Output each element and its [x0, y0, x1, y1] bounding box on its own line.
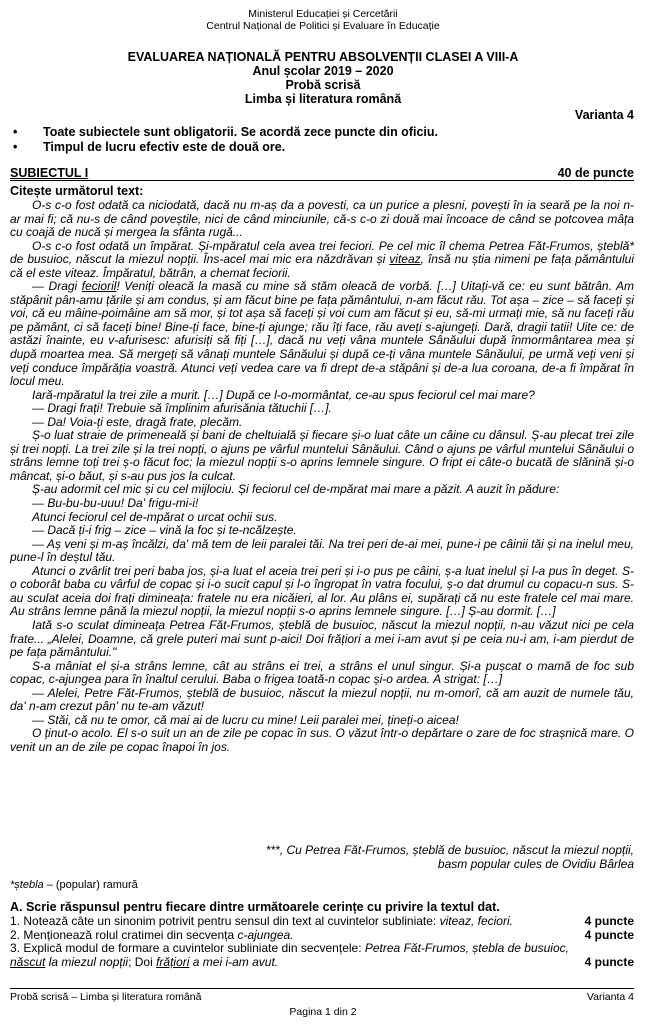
text-run: la miezul nopții — [45, 954, 129, 969]
questions-list — [10, 915, 634, 969]
text-run: , însă nu știa nimeni pe fața pământului că el este viteaz. Împăratul, bătrân, a chemat feciorii. — [10, 252, 634, 280]
ministry-name: Ministerul Educației și Cercetării — [248, 8, 398, 20]
title-line-4: Limba și literatura română — [244, 92, 402, 106]
paragraph: O-s c-o fost odată ca niciodată, dacă nu m-aș da a povesti, ca un purice a plesni, povești în ia seară pe la noi n-ar mai fi; că nu-s de când poveștile, nici de când minciunile, că-s c-o zi două mai încoace de când se potcovea mâța cu coajă de nucă și mergea la sfânta rugă... — [10, 198, 634, 240]
question-number: 2. — [10, 927, 21, 942]
text-run: șteblă* de busuioc, născut la miezul nopții. Îns-acel mai mic era năzdrăvan și — [10, 238, 634, 267]
text-run: Menționează rolul cratimei din secvența — [23, 927, 238, 942]
exam-title — [0, 50, 646, 106]
bullet-icon: • — [13, 140, 18, 154]
paragraph: Ș-o luat straie de primeneală și bani de cheltuială și fiecare și-o luat câte un câine cu dânsul. Ș-au plecat trei zile și trei nopți. La trei zile și la trei nopți, o ajuns pe vârful muntelui Sânăului. Când o ajuns pe vârful muntelui Sânăului o strâns lemne toți trei ș-o făcut foc; la miezul nopții s-o aprins lemnele singure. O fript ei câte-o bucată de slănină și-o mâncat, și-o băut, și s-au pus jos la culcat. — [10, 428, 634, 483]
question-number: 1. — [10, 914, 21, 928]
instruction-text: Toate subiectele sunt obligatorii. Se acordă zece puncte din oficiu. — [43, 125, 438, 139]
citation-line-2: basm popular cules de Ovidiu Bârlea — [437, 857, 634, 871]
footer — [10, 991, 634, 1003]
paragraph: Ș-au adormit cel mic și cu cel mijlociu. Și feciorul cel de-mpărat mai mare a păzit. A auzit în pădure: — [32, 482, 560, 497]
subject-points: 40 de puncte — [557, 166, 634, 180]
question-item-continued — [10, 956, 634, 970]
question-text — [10, 956, 278, 970]
instruction-text: Timpul de lucru efectiv este de două ore. — [43, 140, 286, 154]
paragraph: Atunci feciorul cel de-mpărat o urcat ochii sus. — [32, 509, 278, 524]
text-run: Notează câte un sinonim potrivit pentru sensul din text al cuvintelor subliniate: — [23, 914, 440, 928]
question-item — [10, 942, 634, 956]
read-instruction: Citește următorul text: — [10, 184, 144, 198]
footer-divider — [10, 988, 634, 989]
subject-heading — [10, 166, 634, 181]
text-run: Petrea Făt-Frumos, ștebla de busuioc, — [364, 941, 569, 956]
paragraph: — Alelei, Petre Făt-Frumos, șteblă de busuioc, născut la miezul nopții, nu m-omorî, că am auzit de numele tău, da' n-am crezut pân' nu te-am văzut! — [10, 685, 634, 714]
source-citation — [10, 843, 634, 871]
text-run: c-ajungea. — [237, 927, 294, 942]
paragraph: — Bu-bu-bu-uuu! Da' frigu-mi-i! — [32, 496, 199, 511]
paragraph: Iată s-o sculat dimineața Petrea Făt-Frumos, șteblă de busuioc, născut la miezul nopții, n-au văzut nici pe cela frate... „Alelei, Doamne, că grele puteri mai sunt p-aici! Doi frățiori a mei i-am avut și pe ceia nu-i am, i-am pierdut de pe fața pământului." — [10, 617, 634, 660]
text-run: a mei i-am avut. — [189, 954, 279, 969]
citation-line-1: ***, Cu Petrea Făt-Frumos, șteblă de busuioc, născut la miezul nopții, — [265, 843, 634, 857]
instruction-item — [10, 125, 635, 140]
paragraph — [10, 240, 634, 281]
question-item — [10, 929, 634, 943]
underlined-word: născut — [10, 954, 46, 969]
question-text — [10, 929, 294, 943]
text-run: — Dragi — [32, 279, 82, 294]
question-points: 4 puncte — [584, 927, 634, 942]
footnote-definition: – (popular) ramură — [43, 879, 138, 891]
section-a-heading: A. Scrie răspunsul pentru fiecare dintre următoarele cerințe cu privire la textul dat. — [10, 900, 500, 914]
title-line-2: Anul școlar 2019 – 2020 — [252, 64, 394, 78]
page-number: Pagina 1 din 2 — [289, 1006, 357, 1018]
question-points: 4 puncte — [584, 954, 634, 969]
text-run: ; Doi — [128, 954, 157, 969]
underlined-word: fecioril — [81, 279, 117, 294]
footer-variant: Varianta 4 — [586, 991, 634, 1003]
text-run: Explică modul de formare a cuvintelor subliniate din secvențele: — [23, 941, 365, 956]
paragraph: Atunci o zvârlit trei peri baba jos, și-a luat el aceia trei peri și i-o pus pe câini, ș-a luat inelul și l-a pus în deget. S-o coborât baba cu vârful de copac și i-o sucit capul și l-o îngropat în vatra focului, ș-o dat drumul cu copacu-n sus. S-au sculat aceia doi frați dimineața: fratele nu era nicăieri, al lor. Au plâns ei, supărați că nu este fratele cel mai mare. Au strâns lemne până la miezul nopții, la miezul nopții s-o aprins lemnele singure. […] Ș-au dormit. […] — [10, 563, 634, 619]
paragraph: S-a mâniat el și-a strâns lemne, cât au strâns ei trei, a strâns el unul singur. Și-a pușcat o mamă de foc sub copac, c-ajungea para în înaltul cerului. Baba o frigea toată-n copac și-o ardea. A strigat: […] — [10, 658, 634, 687]
question-item — [10, 915, 634, 929]
paragraph: — Dacă ți-i frig – zice – vină la foc și te-ncălzește. — [32, 523, 297, 538]
underlined-word: frățiori — [156, 954, 190, 969]
title-line-1: EVALUAREA NAȚIONALĂ PENTRU ABSOLVENȚII CLASEI A VIII-A — [127, 50, 519, 64]
subject-label: SUBIECTUL I — [10, 166, 89, 180]
footer-subject: Probă scrisă – Limba și literatura română — [10, 991, 202, 1003]
paragraph: — Aș veni și m-aș încălzi, da' mă tem de leii paralei tăi. Na trei peri de-ai mei, pune-i pe câinii tăi și na inelul meu, pune-l în deștul tău. — [10, 536, 634, 565]
question-points: 4 puncte — [584, 914, 634, 928]
paragraph — [10, 280, 634, 388]
paragraph: — Stăi, că nu te omor, că mai ai de lucru cu mine! Leii paralei mei, țineți-o aicea! — [32, 712, 459, 727]
question-text — [10, 915, 513, 929]
instruction-item — [10, 140, 635, 155]
instructions-list — [10, 125, 635, 155]
variant-label: Varianta 4 — [574, 108, 634, 122]
question-number: 3. — [10, 941, 21, 956]
underlined-word: viteaz — [389, 252, 421, 267]
title-line-3: Probă scrisă — [285, 78, 361, 92]
center-name: Centrul Național de Politici și Evaluare în Educație — [206, 20, 440, 32]
bullet-icon: • — [13, 125, 18, 139]
story-text — [10, 199, 634, 754]
paragraph: — Da! Voia-ți este, dragă frate, plecăm. — [32, 414, 243, 429]
text-run: O-s c-o fost odată un împărat. Și-mpăratul cela avea trei feciori. Pe cel mic îl chema Petrea Făt-Frumos, — [32, 238, 598, 253]
text-run: viteaz, feciori. — [439, 914, 513, 928]
paragraph: Iară-mpăratul la trei zile a murit. […] După ce l-o-mormântat, ce-au spus feciorul cel mai mare? — [32, 387, 535, 402]
footnote — [10, 879, 138, 891]
paragraph: O ținut-o acolo. El s-o suit un an de zile pe copac în sus. O văzut într-o depărtare o zare de foc strașnică mare. O venit un an de zile pe copac înapoi în jos. — [10, 726, 634, 754]
header — [0, 8, 646, 32]
text-run: ! Veniți oleacă la masă cu mine să stăm oleacă de vorbă. […] Uitați-vă ce: eu sunt bătrân. Am stăpânit pân-amu țările și am condus, și am făcut bine pe fața pământului, n-am făcut rău. Tot așa – zice – să faceți și voi, că eu mâine-poimâine am să mor, și tot așa să faceți și voi cum am făcut și eu, să-mi urmați mie, să nu faceți rău pe pământ, ci să faceți bine! Bine-ți face, bine-ți ajunge; rău îți face, rău aveți s-ajungeți. Dară, dragii tatii! Uite ce: de astăzi înainte, eu v-afurisesc: afurisiți să fiți […], dacă nu veți vâna muntele Sânăului după înmormântarea mea și după moartea mea. Să mergeți să vânați muntele Sânăului și după ce-ți vâna muntele Sânăului, pe urmă veți veni și veți conduce împărăția voastră. Atunci veți vedea care va fi drept de-a stăpâni și de-a lua coroana, de-a fi împărat în locul meu. — [10, 279, 635, 389]
paragraph: — Dragi frați! Trebuie să împlinim afurisănia tătuchii […]. — [32, 401, 332, 416]
footnote-term: *ștebla — [10, 879, 44, 891]
